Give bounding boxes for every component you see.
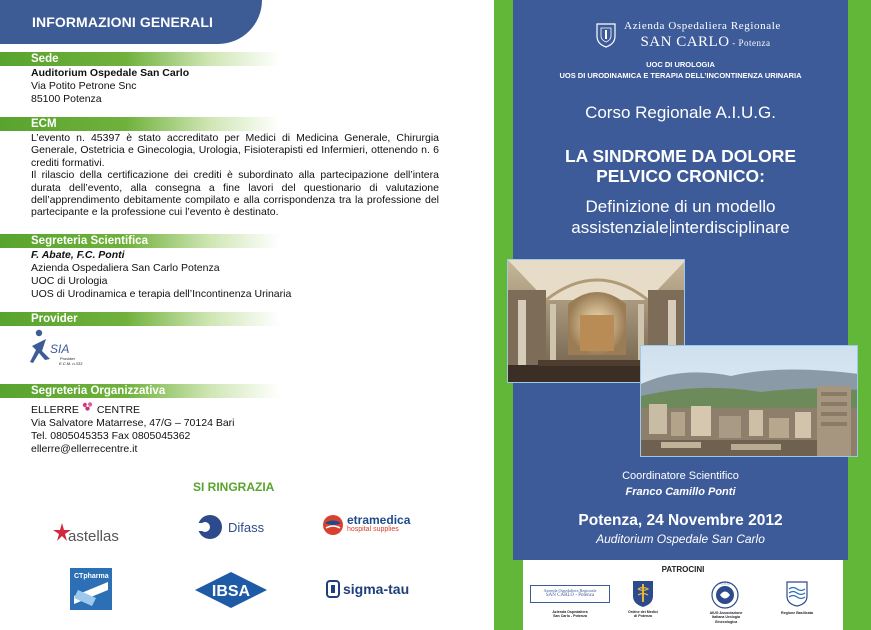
astellas-text: astellas: [68, 528, 119, 545]
main-title: [513, 146, 848, 186]
main-title-line-1: LA SINDROME DA DOLORE: [564, 146, 797, 166]
ellerre-company: [31, 404, 140, 416]
unit-line-1: UOC DI UROLOGIA: [646, 60, 715, 69]
sigmatau-logo: [326, 580, 409, 598]
thanks-heading: SI RINGRAZIA: [193, 480, 275, 494]
organizing-line-2: Tel. 0805045353 Fax 0805045362: [31, 430, 191, 442]
section-bar-provider: [0, 312, 280, 326]
event-venue: Auditorium Ospedale San Carlo: [596, 532, 765, 546]
etramedica-globe-icon: [322, 514, 344, 536]
ellerre-flower-icon: [81, 401, 95, 413]
astellas-logo: [52, 518, 119, 545]
ctpharma-text: CTpharma: [74, 573, 109, 580]
patron-caption-regione: [772, 611, 822, 615]
subtitle-line-2: [513, 217, 848, 238]
section-title-segreteria-scientifica: Segreteria Scientifica: [31, 235, 148, 247]
ecm-paragraph-2: Il rilascio della certificazione dei crediti è subordinato alla partecipazione dell’intera durata dell’evento, alla consegna a fine lavori del questionario di valutazione dell’apprendimento debitamente compilato e alla corrispondenza tra la professione del partecipante e la professione cui l’evento è destinato.: [31, 169, 439, 219]
section-bar-ecm: [0, 117, 280, 131]
general-info-header: [0, 0, 262, 44]
patron-caption-medical-1: Ordine dei Medici: [628, 610, 658, 614]
sia-provider-logo: [30, 329, 90, 371]
ibsa-logo: [195, 572, 267, 608]
ibsa-diamond-icon: [195, 572, 267, 608]
coordinator-name: Franco Camillo Ponti: [625, 486, 736, 498]
etramedica-sub: hospital supplies: [347, 526, 399, 533]
sia-logo-sub1: Provider: [60, 356, 75, 361]
scientific-line-1: Azienda Ospedaliera San Carlo Potenza: [31, 262, 220, 274]
org-line-2: [513, 34, 848, 51]
ecm-text: [31, 132, 439, 219]
coordinator-label: Coordinatore Scientifico: [622, 470, 739, 482]
scientific-names: F. Abate, F.C. Ponti: [31, 249, 125, 261]
main-title-line-2: PELVICO CRONICO:: [596, 166, 765, 186]
sede-line-2: Via Potito Petrone Snc: [31, 80, 137, 92]
org-line-1: Azienda Ospedaliera Regionale: [624, 20, 781, 32]
section-title-segreteria-organizzativa: Segreteria Organizzativa: [31, 385, 166, 397]
aiug-logo-text: A.I.U.G.: [719, 581, 731, 586]
sigmatau-text: sigma-tau: [343, 581, 410, 597]
organizing-email: ellerre@ellerrecentre.it: [31, 443, 138, 455]
general-info-title: INFORMAZIONI GENERALI: [32, 14, 213, 30]
sigmatau-mark-icon: [326, 580, 340, 598]
patron-logo-hospital-title: Azienda Ospedaliera Regionale: [543, 588, 597, 593]
patron-logo-hospital: [530, 585, 610, 603]
unit-line-2: UOS DI URODINAMICA E TERAPIA DELL’INCONTINENZA URINARIA: [559, 71, 802, 80]
patron-caption-hospital-1: Azienda Ospedaliera: [552, 610, 588, 614]
section-title-sede: Sede: [31, 53, 59, 65]
subtitle: [513, 196, 848, 238]
patron-caption-aiug-1: AIUG Associazione: [709, 611, 743, 615]
section-bar-segreteria-organizzativa: [0, 384, 280, 398]
ellerre-name-a: ELLERRE: [31, 404, 79, 416]
subtitle-word-a: assistenziale: [571, 218, 669, 237]
section-title-provider: Provider: [31, 313, 78, 325]
ctpharma-logo: [70, 568, 112, 610]
sia-logo-sub2: E.C.M. n.333: [59, 361, 83, 366]
aiug-logo-icon: [710, 580, 740, 610]
patron-caption-hospital-2: San Carlo - Potenza: [553, 614, 587, 619]
subtitle-word-b: interdisciplinare: [671, 218, 790, 237]
scientific-line-2: UOC di Urologia: [31, 275, 108, 287]
difass-logo: [196, 513, 264, 541]
subtitle-line-1: Definizione di un modello: [585, 197, 776, 216]
city-panorama-photo: [640, 345, 858, 457]
org-line-2-suffix: - Potenza: [729, 38, 771, 48]
patron-caption-medical-order: [618, 610, 668, 619]
etramedica-logo: [322, 514, 410, 536]
patron-logo-hospital-sub: SAN CARLO - Potenza: [545, 593, 595, 598]
patron-caption-aiug-2: Italiana Urologia: [712, 615, 740, 620]
regione-basilicata-crest-icon: [786, 581, 808, 607]
patronage-title: PATROCINI: [661, 565, 705, 574]
difass-mark-icon: [196, 513, 224, 541]
medical-order-crest-icon: [632, 580, 654, 608]
patron-caption-medical-2: di Potenza: [634, 614, 652, 619]
event-date: Potenza, 24 Novembre 2012: [578, 512, 783, 529]
ellerre-name-b: CENTRE: [96, 404, 141, 416]
section-bar-segreteria-scientifica: [0, 234, 280, 248]
ecm-paragraph-1: L’evento n. 45397 è stato accreditato per Medici di Medicina Generale, Chirurgia Generale, Ostetricia e Ginecologia, Urologia, Fisioterapisti ed Infermieri, ottenendo n. 6 crediti formativi.: [31, 132, 439, 169]
patron-caption-hospital: [530, 610, 610, 619]
section-bar-sede: [0, 52, 280, 66]
etramedica-text: etramedica: [347, 513, 411, 527]
patron-caption-aiug-3: Ginecologica: [714, 619, 738, 624]
org-line-2-main: SAN CARLO: [640, 34, 730, 50]
organizing-line-1: Via Salvatore Matarrese, 47/G – 70124 Bari: [31, 417, 235, 429]
ibsa-text: IBSA: [211, 583, 251, 600]
scientific-line-3: UOS di Urodinamica e terapia dell’Incontinenza Urinaria: [31, 288, 292, 300]
ctpharma-mark-icon: [70, 568, 112, 610]
sede-line-3: 85100 Potenza: [31, 93, 102, 105]
patron-caption-aiug: [700, 611, 752, 624]
subtitle-divider: [670, 219, 671, 236]
sede-line-1: Auditorium Ospedale San Carlo: [31, 67, 190, 79]
difass-text: Difass: [228, 519, 265, 535]
sia-logo-text: SIA: [50, 342, 70, 356]
patron-caption-regione-1: Regione Basilicata: [781, 611, 813, 615]
section-title-ecm: ECM: [31, 118, 57, 130]
course-title: Corso Regionale A.I.U.G.: [585, 103, 776, 122]
